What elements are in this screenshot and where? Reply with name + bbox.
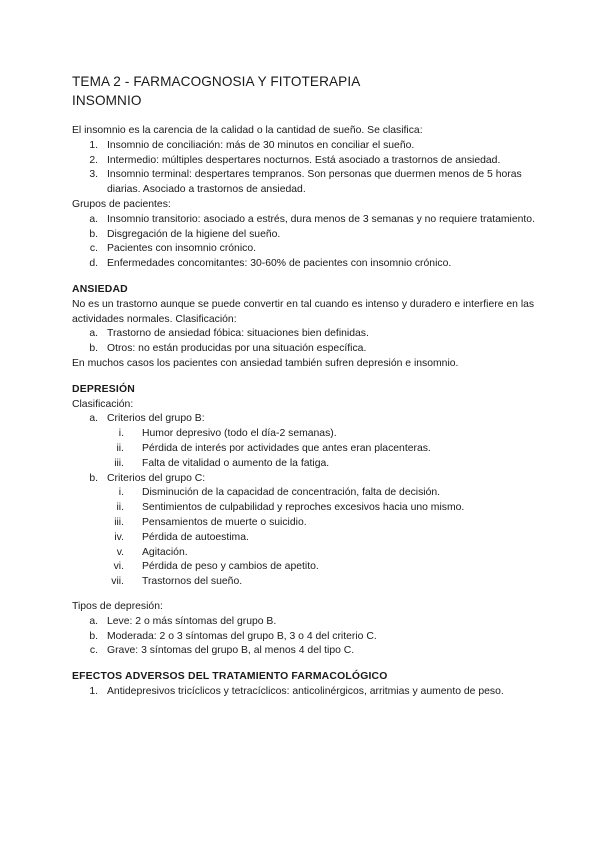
list-text: Pérdida de peso y cambios de apetito. <box>142 561 319 573</box>
list-text: Criterios del grupo B: <box>107 413 205 425</box>
sublist-item <box>72 427 542 442</box>
sublist-item <box>72 575 542 590</box>
list-marker: iii. <box>114 457 124 469</box>
list-marker: 1. <box>89 139 98 151</box>
list-marker: vi. <box>113 561 124 573</box>
list-text: Moderada: 2 o 3 síntomas del grupo B, 3 o 4 del criterio C. <box>107 630 377 642</box>
list-text: Trastornos del sueño. <box>142 576 243 588</box>
document-subtitle: INSOMNIO <box>72 93 142 108</box>
list-marker: i. <box>118 428 124 440</box>
list-item <box>72 342 542 357</box>
insomnio-intro: El insomnio es la carencia de la calidad o la cantidad de sueño. Se clasifica: <box>72 125 423 136</box>
sublist-item <box>72 516 542 531</box>
list-marker: a. <box>89 328 98 340</box>
ansiedad-closing: En muchos casos los pacientes con ansiedad también sufren depresión e insomnio. <box>72 357 459 369</box>
spacer <box>72 590 542 600</box>
list-marker: a. <box>89 213 98 225</box>
list-item <box>72 327 542 342</box>
list-item <box>72 644 542 659</box>
list-item <box>72 168 542 198</box>
document-body <box>72 124 542 700</box>
sublist-item <box>72 486 542 501</box>
list-text: Criterios del grupo C: <box>107 472 206 484</box>
list-item <box>72 228 542 243</box>
list-marker: iii. <box>114 516 124 528</box>
list-item <box>72 472 542 487</box>
list-text: Disminución de la capacidad de concentración, falta de decisión. <box>142 487 441 499</box>
sublist-item <box>72 457 542 472</box>
depresion-heading: DEPRESIÓN <box>72 383 136 395</box>
list-marker: b. <box>89 630 98 642</box>
sublist-item <box>72 501 542 516</box>
list-text: Pensamientos de muerte o suicidio. <box>142 516 307 528</box>
list-item <box>72 213 542 228</box>
list-marker: 2. <box>89 154 98 166</box>
efectos-heading: EFECTOS ADVERSOS DEL TRATAMIENTO FARMACOLÓGICO <box>72 671 388 683</box>
list-marker: c. <box>89 645 98 657</box>
list-item <box>72 242 542 257</box>
list-marker: a. <box>89 413 98 425</box>
list-item <box>72 154 542 169</box>
ansiedad-heading: ANSIEDAD <box>72 283 128 295</box>
list-text: Trastorno de ansiedad fóbica: situaciones bien definidas. <box>107 328 369 340</box>
list-text: Insomnio de conciliación: más de 30 minutos en conciliar el sueño. <box>107 139 415 151</box>
list-item <box>72 412 542 427</box>
list-marker: 3. <box>89 169 98 181</box>
list-text: Enfermedades concomitantes: 30-60% de pacientes con insomnio crónico. <box>107 258 452 270</box>
list-text: Disgregación de la higiene del sueño. <box>107 228 281 240</box>
list-text: Pacientes con insomnio crónico. <box>107 243 257 255</box>
list-marker: a. <box>89 615 98 627</box>
tipos-label: Tipos de depresión: <box>72 600 163 612</box>
list-marker: i. <box>118 487 124 499</box>
list-text: Falta de vitalidad o aumento de la fatiga. <box>142 457 330 469</box>
list-marker: vii. <box>111 576 124 588</box>
list-marker: b. <box>89 228 98 240</box>
list-marker: ii. <box>116 502 124 514</box>
list-item <box>72 615 542 630</box>
list-text: Grave: 3 síntomas del grupo B, al menos 4 del tipo C. <box>107 645 355 657</box>
list-marker: v. <box>116 546 124 558</box>
list-text: Humor depresivo (todo el día-2 semanas). <box>142 428 337 440</box>
list-text: Otros: no están producidas por una situación específica. <box>107 343 367 355</box>
sublist-item <box>72 560 542 575</box>
list-marker: iv. <box>114 531 124 543</box>
sublist-item <box>72 531 542 546</box>
list-item <box>72 257 542 272</box>
list-item <box>72 139 542 154</box>
list-text: Intermedio: múltiples despertares nocturnos. Está asociado a trastornos de ansiedad. <box>107 154 501 166</box>
list-text: Insomnio terminal: despertares tempranos. Son personas que duermen menos de 5 horas diarias. Asociado a trastornos de ansiedad. <box>107 169 522 196</box>
list-text: Agitación. <box>142 546 188 558</box>
document-title: TEMA 2 - FARMACOGNOSIA Y FITOTERAPIA <box>72 74 361 89</box>
list-marker: b. <box>89 472 98 484</box>
list-item <box>72 630 542 645</box>
list-text: Pérdida de interés por actividades que antes eran placenteras. <box>142 442 431 454</box>
list-text: Sentimientos de culpabilidad y reproches excesivos hacia uno mismo. <box>142 502 465 514</box>
list-item <box>72 685 542 700</box>
ansiedad-intro: No es un trastorno aunque se puede convertir en tal cuando es intenso y duradero e interfiere en las actividades normales. Clasificación: <box>72 298 535 325</box>
sublist-item <box>72 442 542 457</box>
list-marker: c. <box>89 243 98 255</box>
list-marker: d. <box>89 258 98 270</box>
list-marker: 1. <box>89 685 98 697</box>
sublist-item <box>72 546 542 561</box>
list-text: Pérdida de autoestima. <box>142 531 249 543</box>
list-text: Antidepresivos tricíclicos y tetracíclicos: anticolinérgicos, arritmias y aumento de peso. <box>107 685 504 697</box>
list-text: Leve: 2 o más síntomas del grupo B. <box>107 615 277 627</box>
list-marker: ii. <box>116 442 124 454</box>
clasificacion-label: Clasificación: <box>72 398 134 410</box>
grupos-label: Grupos de pacientes: <box>72 198 171 210</box>
list-marker: b. <box>89 343 98 355</box>
list-text: Insomnio transitorio: asociado a estrés, dura menos de 3 semanas y no requiere tratamiento. <box>107 213 535 225</box>
